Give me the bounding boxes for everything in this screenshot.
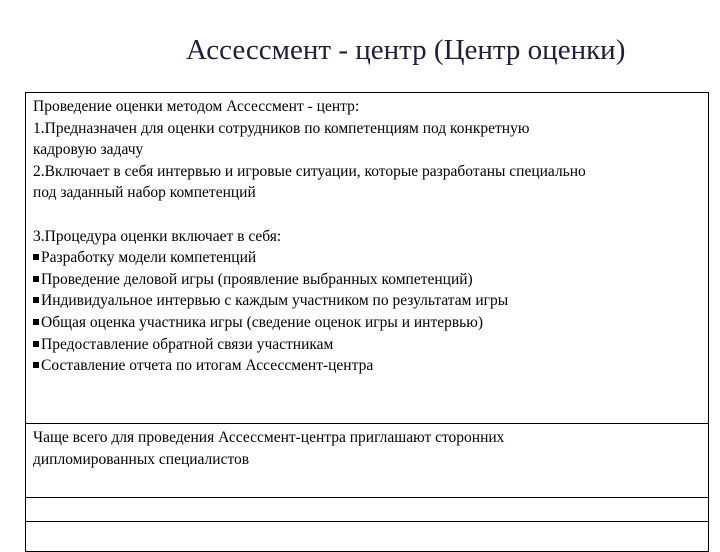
bullet-text: Составление отчета по итогам Ассессмент-центра: [41, 357, 374, 375]
note-cell: [26, 424, 708, 498]
bullet-item: [33, 355, 701, 377]
procedure-cell: [26, 93, 708, 424]
square-bullet-icon: [33, 341, 39, 347]
bullet-text: Индивидуальное интервью с каждым участником по результатам игры: [41, 292, 509, 310]
procedure-heading: Проведение оценки методом Ассессмент - центр:: [33, 98, 360, 115]
point-2-line-2: под заданный набор компетенций: [33, 184, 256, 202]
paragraph-gap: [33, 204, 701, 226]
bullet-item: [33, 312, 701, 334]
point-1-line-1: 1.Предназначен для оценки сотрудников по компетенциям под конкретную: [33, 119, 530, 137]
bullet-item: [33, 269, 701, 291]
point-2-line-1: 2.Включает в себя интервью и игровые ситуации, которые разработаны специально: [33, 162, 586, 180]
slide-title: Ассессмент - центр (Центр оценки): [186, 34, 626, 66]
bullet-text: Общая оценка участника игры (сведение оценок игры и интервью): [41, 313, 483, 331]
bullet-item: [33, 334, 701, 356]
square-bullet-icon: [33, 362, 39, 368]
bullet-text: Разработку модели компетенций: [41, 249, 257, 267]
empty-row: [26, 498, 708, 522]
note-line-1: Чаще всего для проведения Ассессмент-центра приглашают сторонних: [33, 429, 505, 446]
point-1-line-2: кадровую задачу: [33, 141, 144, 159]
bullet-text: Проведение деловой игры (проявление выбранных компетенций): [41, 270, 473, 288]
empty-row: [26, 522, 708, 552]
bullet-text: Предоставление обратной связи участникам: [41, 335, 334, 353]
square-bullet-icon: [33, 297, 39, 303]
content-table: [25, 92, 709, 552]
bullet-item: [33, 290, 701, 312]
square-bullet-icon: [33, 276, 39, 282]
note-line-2: дипломированных специалистов: [33, 450, 250, 468]
point-3-heading: 3.Процедура оценки включает в себя:: [33, 227, 282, 245]
bullet-item: [33, 247, 701, 269]
square-bullet-icon: [33, 319, 39, 325]
square-bullet-icon: [33, 254, 39, 260]
